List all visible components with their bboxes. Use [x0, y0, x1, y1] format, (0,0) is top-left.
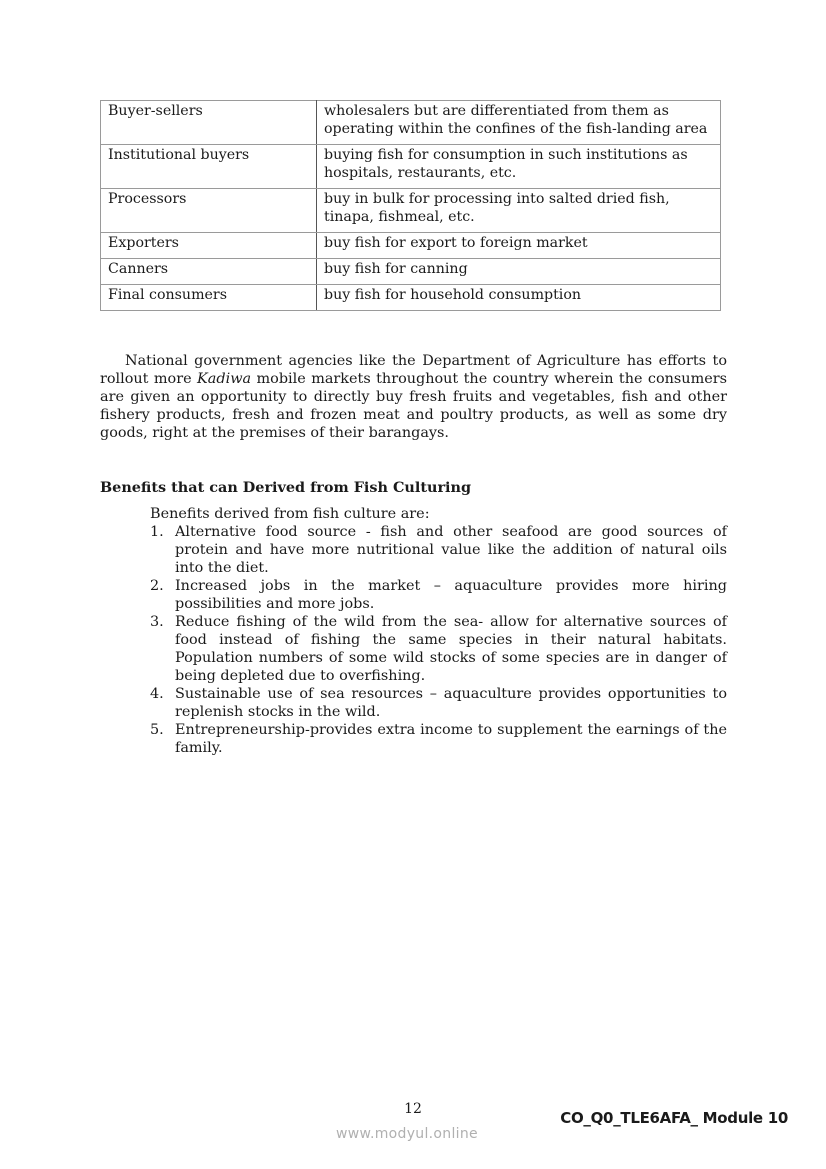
kadiwa-emphasis: Kadiwa — [197, 371, 252, 387]
benefits-list — [150, 523, 727, 757]
buyer-description-cell: buy fish for export to foreign market — [317, 233, 721, 259]
list-item — [150, 613, 727, 685]
list-number: 1. — [150, 524, 164, 540]
buyer-type-cell: Exporters — [101, 233, 317, 259]
buyer-type-cell: Canners — [101, 259, 317, 285]
buyer-type-cell: Buyer-sellers — [101, 101, 317, 145]
table-row — [101, 285, 721, 311]
table-row — [101, 101, 721, 145]
list-item — [150, 523, 727, 577]
list-item-text: Increased jobs in the market – aquaculture provides more hiring possibilities and more jobs. — [175, 578, 727, 612]
buyer-description-cell: buy in bulk for processing into salted dried fish, tinapa, fishmeal, etc. — [317, 189, 721, 233]
section-heading: Benefits that can Derived from Fish Culturing — [100, 479, 472, 496]
paragraph-text-after: mobile markets throughout the country wherein the consumers are given an opportunity to directly buy fresh fruits and vegetables, fish and other fishery products, fresh and frozen meat and poultry products, as well as some dry goods, right at the premises of their barangays. — [100, 371, 727, 441]
buyer-description-cell: buy fish for canning — [317, 259, 721, 285]
buyer-description-cell: wholesalers but are differentiated from them as operating within the confines of the fish-landing area — [317, 101, 721, 145]
list-item — [150, 577, 727, 613]
table-row — [101, 189, 721, 233]
kadiwa-paragraph — [100, 352, 727, 442]
watermark: www.modyul.online — [336, 1126, 478, 1142]
buyer-type-cell: Final consumers — [101, 285, 317, 311]
list-number: 4. — [150, 686, 164, 702]
buyer-description-cell: buying fish for consumption in such institutions as hospitals, restaurants, etc. — [317, 145, 721, 189]
fish-buyers-table — [100, 100, 721, 311]
list-item — [150, 721, 727, 757]
paragraph-text-before: National government agencies like the Department of Agriculture has efforts to rollout more — [100, 353, 727, 387]
table-row — [101, 233, 721, 259]
list-item-text: Sustainable use of sea resources – aquaculture provides opportunities to replenish stocks in the wild. — [175, 686, 727, 720]
buyer-type-cell: Processors — [101, 189, 317, 233]
list-number: 5. — [150, 722, 164, 738]
list-number: 3. — [150, 614, 164, 630]
buyer-description-cell: buy fish for household consumption — [317, 285, 721, 311]
section-intro: Benefits derived from fish culture are: — [150, 506, 430, 522]
list-item-text: Alternative food source - fish and other seafood are good sources of protein and have more nutritional value like the addition of natural oils into the diet. — [175, 524, 727, 576]
list-item-text: Entrepreneurship-provides extra income to supplement the earnings of the family. — [175, 722, 727, 756]
list-item — [150, 685, 727, 721]
list-item-text: Reduce fishing of the wild from the sea- allow for alternative sources of food instead of fishing the same species in their natural habitats. Population numbers of some wild stocks of some species are in danger of being depleted due to overfishing. — [175, 614, 727, 684]
buyer-type-cell: Institutional buyers — [101, 145, 317, 189]
table-row — [101, 145, 721, 189]
module-code: CO_Q0_TLE6AFA_ Module 10 — [560, 1109, 788, 1127]
list-number: 2. — [150, 578, 164, 594]
page-number: 12 — [404, 1101, 422, 1117]
table-row — [101, 259, 721, 285]
